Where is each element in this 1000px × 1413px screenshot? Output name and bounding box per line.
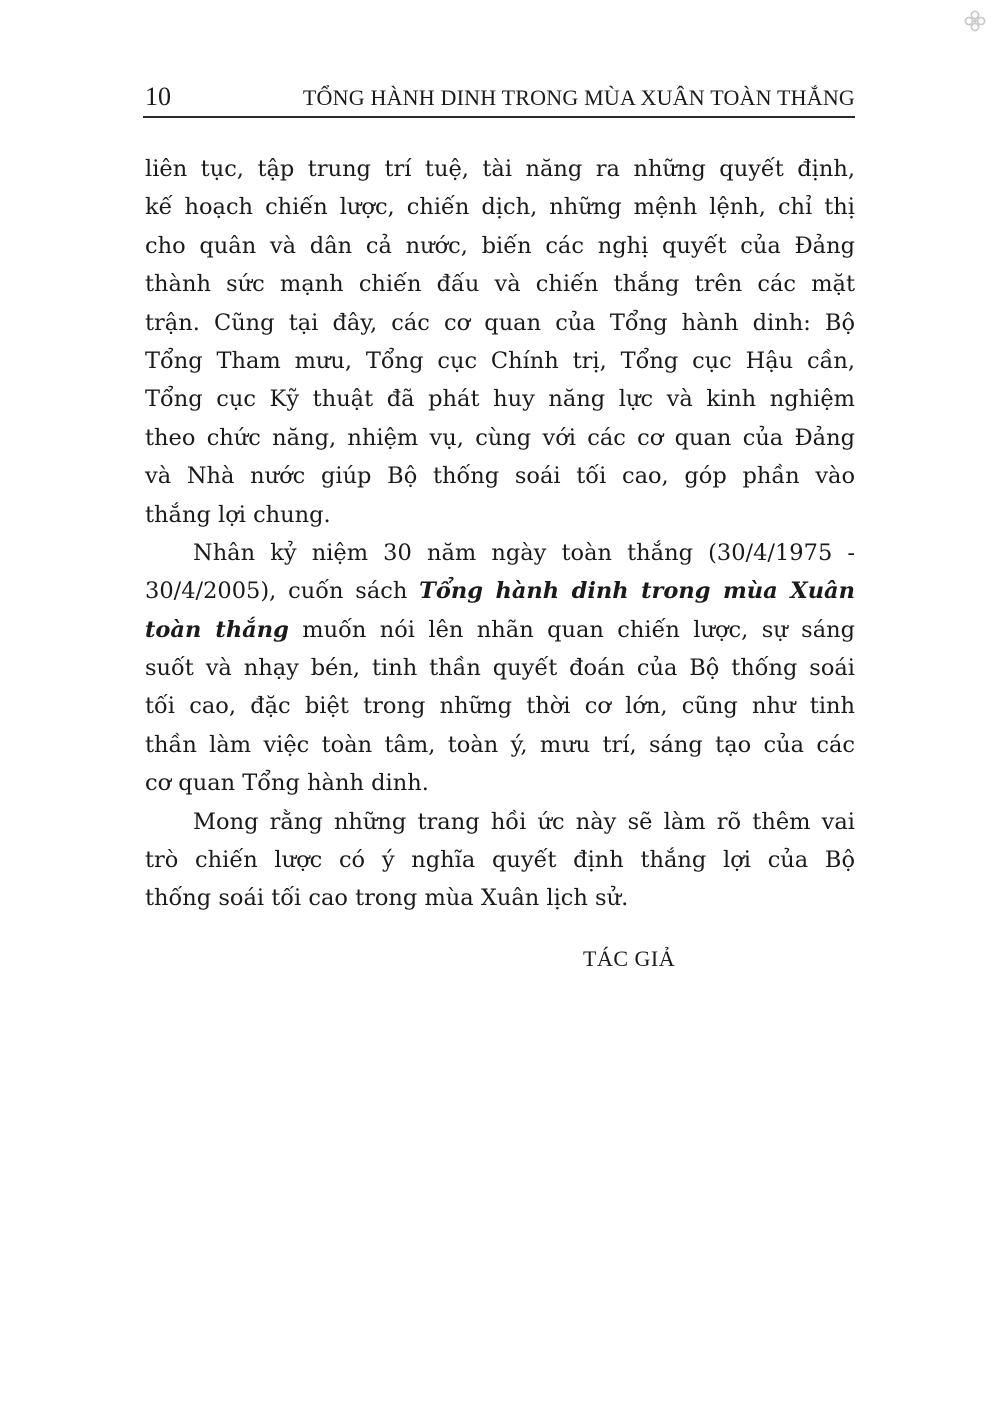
text-line: thống soái tối cao trong mùa Xuân lịch sử. — [145, 885, 629, 912]
book-title: toàn thắng — [145, 616, 289, 643]
text-line: Mong rằng những trang hồi ức này sẽ làm rõ thêm vai — [193, 808, 855, 835]
text-line: cho quân và dân cả nước, biến các nghị quyết của Đảng — [145, 232, 855, 259]
text-line: trận. Cũng tại đây, các cơ quan của Tổng hành dinh: Bộ — [145, 309, 855, 336]
text-line: Tổng Tham mưu, Tổng cục Chính trị, Tổng cục Hậu cần, — [145, 347, 855, 374]
text-segment: muốn nói lên nhãn quan chiến lược, sự sáng — [288, 616, 855, 643]
text-line: và Nhà nước giúp Bộ thống soái tối cao, góp phần vào — [145, 463, 855, 490]
text-line: Nhân kỷ niệm 30 năm ngày toàn thắng (30/4/1975 - — [193, 539, 855, 566]
book-title: Tổng hành dinh trong mùa Xuân — [419, 578, 855, 605]
text-line: thắng lợi chung. — [145, 501, 331, 528]
text-line: liên tục, tập trung trí tuệ, tài năng ra những quyết định, — [145, 156, 855, 182]
text-line: cơ quan Tổng hành dinh. — [145, 770, 429, 797]
text-line: tối cao, đặc biệt trong những thời cơ lớn, cũng như tinh — [145, 693, 855, 720]
author-signature: TÁC GIẢ — [583, 946, 676, 971]
text-line: thần làm việc toàn tâm, toàn ý, mưu trí, sáng tạo của các — [145, 731, 855, 758]
text-line: theo chức năng, nhiệm vụ, cùng với các cơ quan của Đảng — [145, 424, 855, 451]
text-line: kế hoạch chiến lược, chiến dịch, những mệnh lệnh, chỉ thị — [145, 194, 855, 221]
body-text — [145, 150, 855, 918]
text-line: trò chiến lược có ý nghĩa quyết định thắng lợi của Bộ — [145, 847, 855, 874]
text-line — [145, 572, 855, 610]
page-number: 10 — [145, 82, 171, 111]
page-header — [143, 76, 855, 118]
text-line — [145, 611, 855, 649]
text-segment: 30/4/2005), cuốn sách — [145, 578, 420, 605]
text-line: Tổng cục Kỹ thuật đã phát huy năng lực và kinh nghiệm — [145, 386, 855, 413]
running-title: TỔNG HÀNH DINH TRONG MÙA XUÂN TOÀN THẮNG — [302, 85, 855, 110]
text-line: thành sức mạnh chiến đấu và chiến thắng trên các mặt — [145, 271, 855, 298]
flower-mark-icon — [964, 10, 986, 32]
text-line: suốt và nhạy bén, tinh thần quyết đoán của Bộ thống soái — [145, 655, 855, 682]
